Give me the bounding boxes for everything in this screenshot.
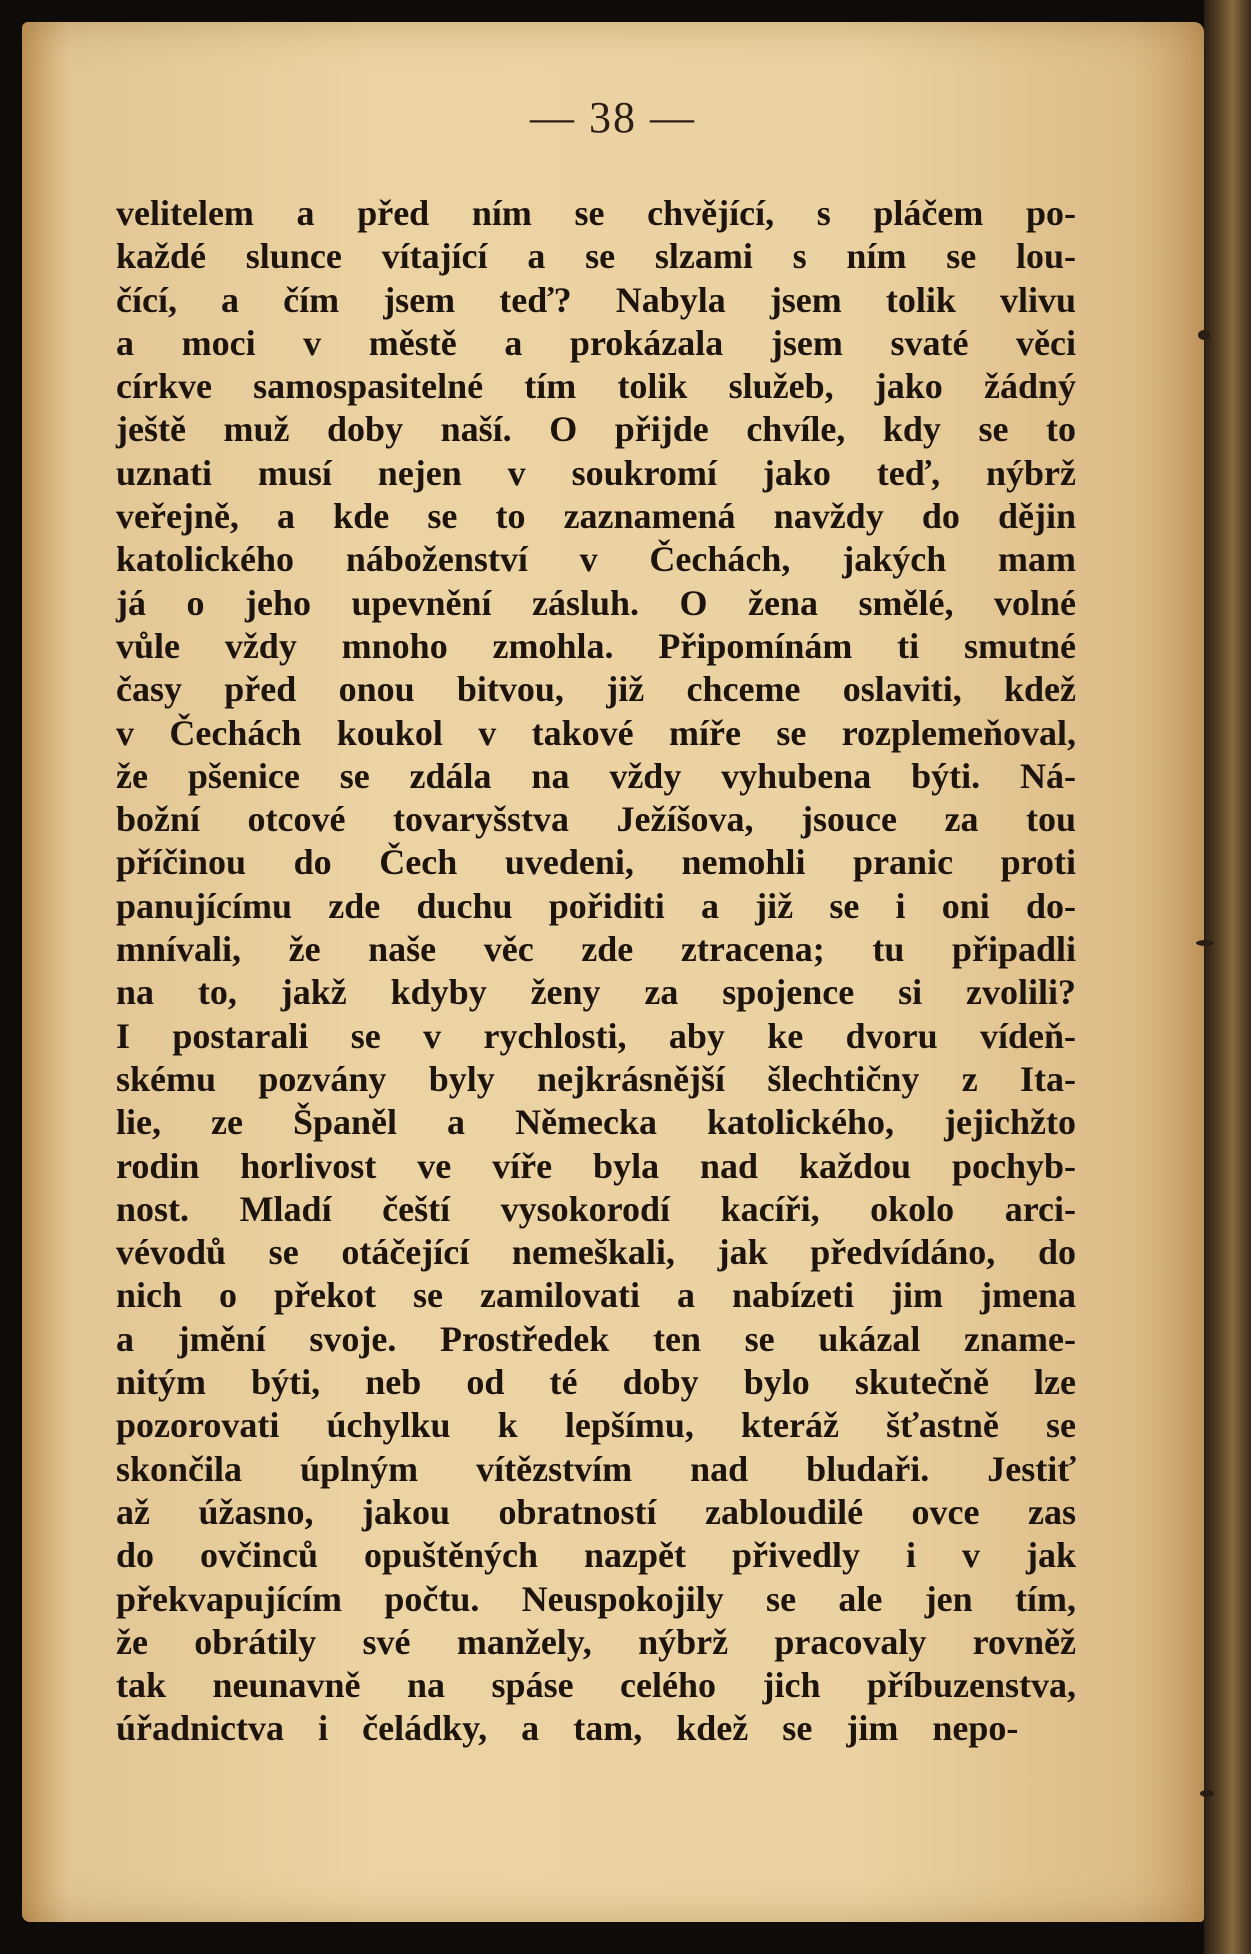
- text-line: úřadnictva i čeládky, a tam, kdež se jim nepo-: [116, 1708, 1019, 1749]
- text-line: pozorovati úchylku k lepšímu, kteráž šťastně se: [116, 1405, 1076, 1446]
- text-line: tak neunavně na spáse celého jich příbuzenstva,: [116, 1665, 1076, 1706]
- text-line: skému pozvány byly nejkrásnější šlechtičny z Ita-: [116, 1058, 1076, 1099]
- text-line: nich o překot se zamilovati a nabízeti jim jmena: [116, 1275, 1076, 1316]
- text-line: příčinou do Čech uvedeni, nemohli pranic proti: [116, 842, 1076, 883]
- text-line: až úžasno, jakou obratností zabloudilé ovce zas: [116, 1491, 1076, 1532]
- text-line: na to, jakž kdyby ženy za spojence si zvolili?: [116, 972, 1076, 1013]
- ink-speck: [1196, 940, 1214, 946]
- text-line: časy před onou bitvou, již chceme oslaviti, kdež: [116, 669, 1076, 710]
- text-line: nost. Mladí čeští vysokorodí kacíři, okolo arci-: [116, 1188, 1076, 1229]
- text-line: čící, a čím jsem teď? Nabyla jsem tolik vlivu: [116, 279, 1076, 320]
- text-line: vévodů se otáčející nemeškali, jak předvídáno, do: [116, 1232, 1076, 1273]
- ink-speck: [1200, 1790, 1214, 1797]
- text-line: veřejně, a kde se to zaznamená navždy do dějin: [116, 496, 1076, 537]
- text-line: v Čechách koukol v takové míře se rozplemeňoval,: [116, 712, 1076, 753]
- text-line: vůle vždy mnoho zmohla. Připomínám ti smutné: [116, 625, 1076, 666]
- text-line: velitelem a před ním se chvějící, s pláčem po-: [116, 193, 1076, 233]
- book-spine: [1204, 0, 1251, 1954]
- ink-speck: [1198, 330, 1210, 340]
- text-line: že obrátily své manžely, nýbrž pracovaly rovněž: [116, 1621, 1076, 1662]
- text-line: překvapujícím počtu. Neuspokojily se ale jen tím,: [116, 1578, 1076, 1619]
- text-line: já o jeho upevnění zásluh. O žena smělé, volné: [116, 582, 1076, 623]
- page-number: — 38 —: [530, 93, 696, 142]
- text-line: božní otcové tovaryšstva Ježíšova, jsouce za tou: [116, 799, 1076, 840]
- body-text: [116, 192, 1076, 1751]
- text-line: lie, ze Španěl a Německa katolického, jejichžto: [116, 1102, 1076, 1143]
- text-line: a jmění svoje. Prostředek ten se ukázal zname-: [116, 1318, 1076, 1359]
- text-line: a moci v městě a prokázala jsem svaté věci: [116, 322, 1076, 363]
- text-line: nitým býti, neb od té doby bylo skutečně lze: [116, 1362, 1076, 1403]
- book-page: [22, 22, 1204, 1922]
- text-line: církve samospasitelné tím tolik služeb, jako žádný: [116, 366, 1076, 407]
- text-line: každé slunce vítající a se slzami s ním se lou-: [116, 236, 1076, 277]
- text-line: skončila úplným vítězstvím nad bludaři. Jestiť: [116, 1448, 1076, 1489]
- text-line: ještě muž doby naší. O přijde chvíle, kdy se to: [116, 409, 1076, 450]
- text-line: že pšenice se zdála na vždy vyhubena býti. Ná-: [116, 755, 1076, 796]
- text-line: panujícímu zde duchu pořiditi a již se i oni do-: [116, 885, 1076, 926]
- text-line: uznati musí nejen v soukromí jako teď, nýbrž: [116, 452, 1076, 493]
- text-line: I postarali se v rychlosti, aby ke dvoru vídeň-: [116, 1015, 1076, 1056]
- text-line: katolického náboženství v Čechách, jakých mam: [116, 539, 1076, 580]
- text-line: do ovčinců opuštěných nazpět přivedly i v jak: [116, 1535, 1076, 1576]
- text-line: mnívali, že naše věc zde ztracena; tu připadli: [116, 929, 1076, 970]
- text-line: rodin horlivost ve víře byla nad každou pochyb-: [116, 1145, 1076, 1186]
